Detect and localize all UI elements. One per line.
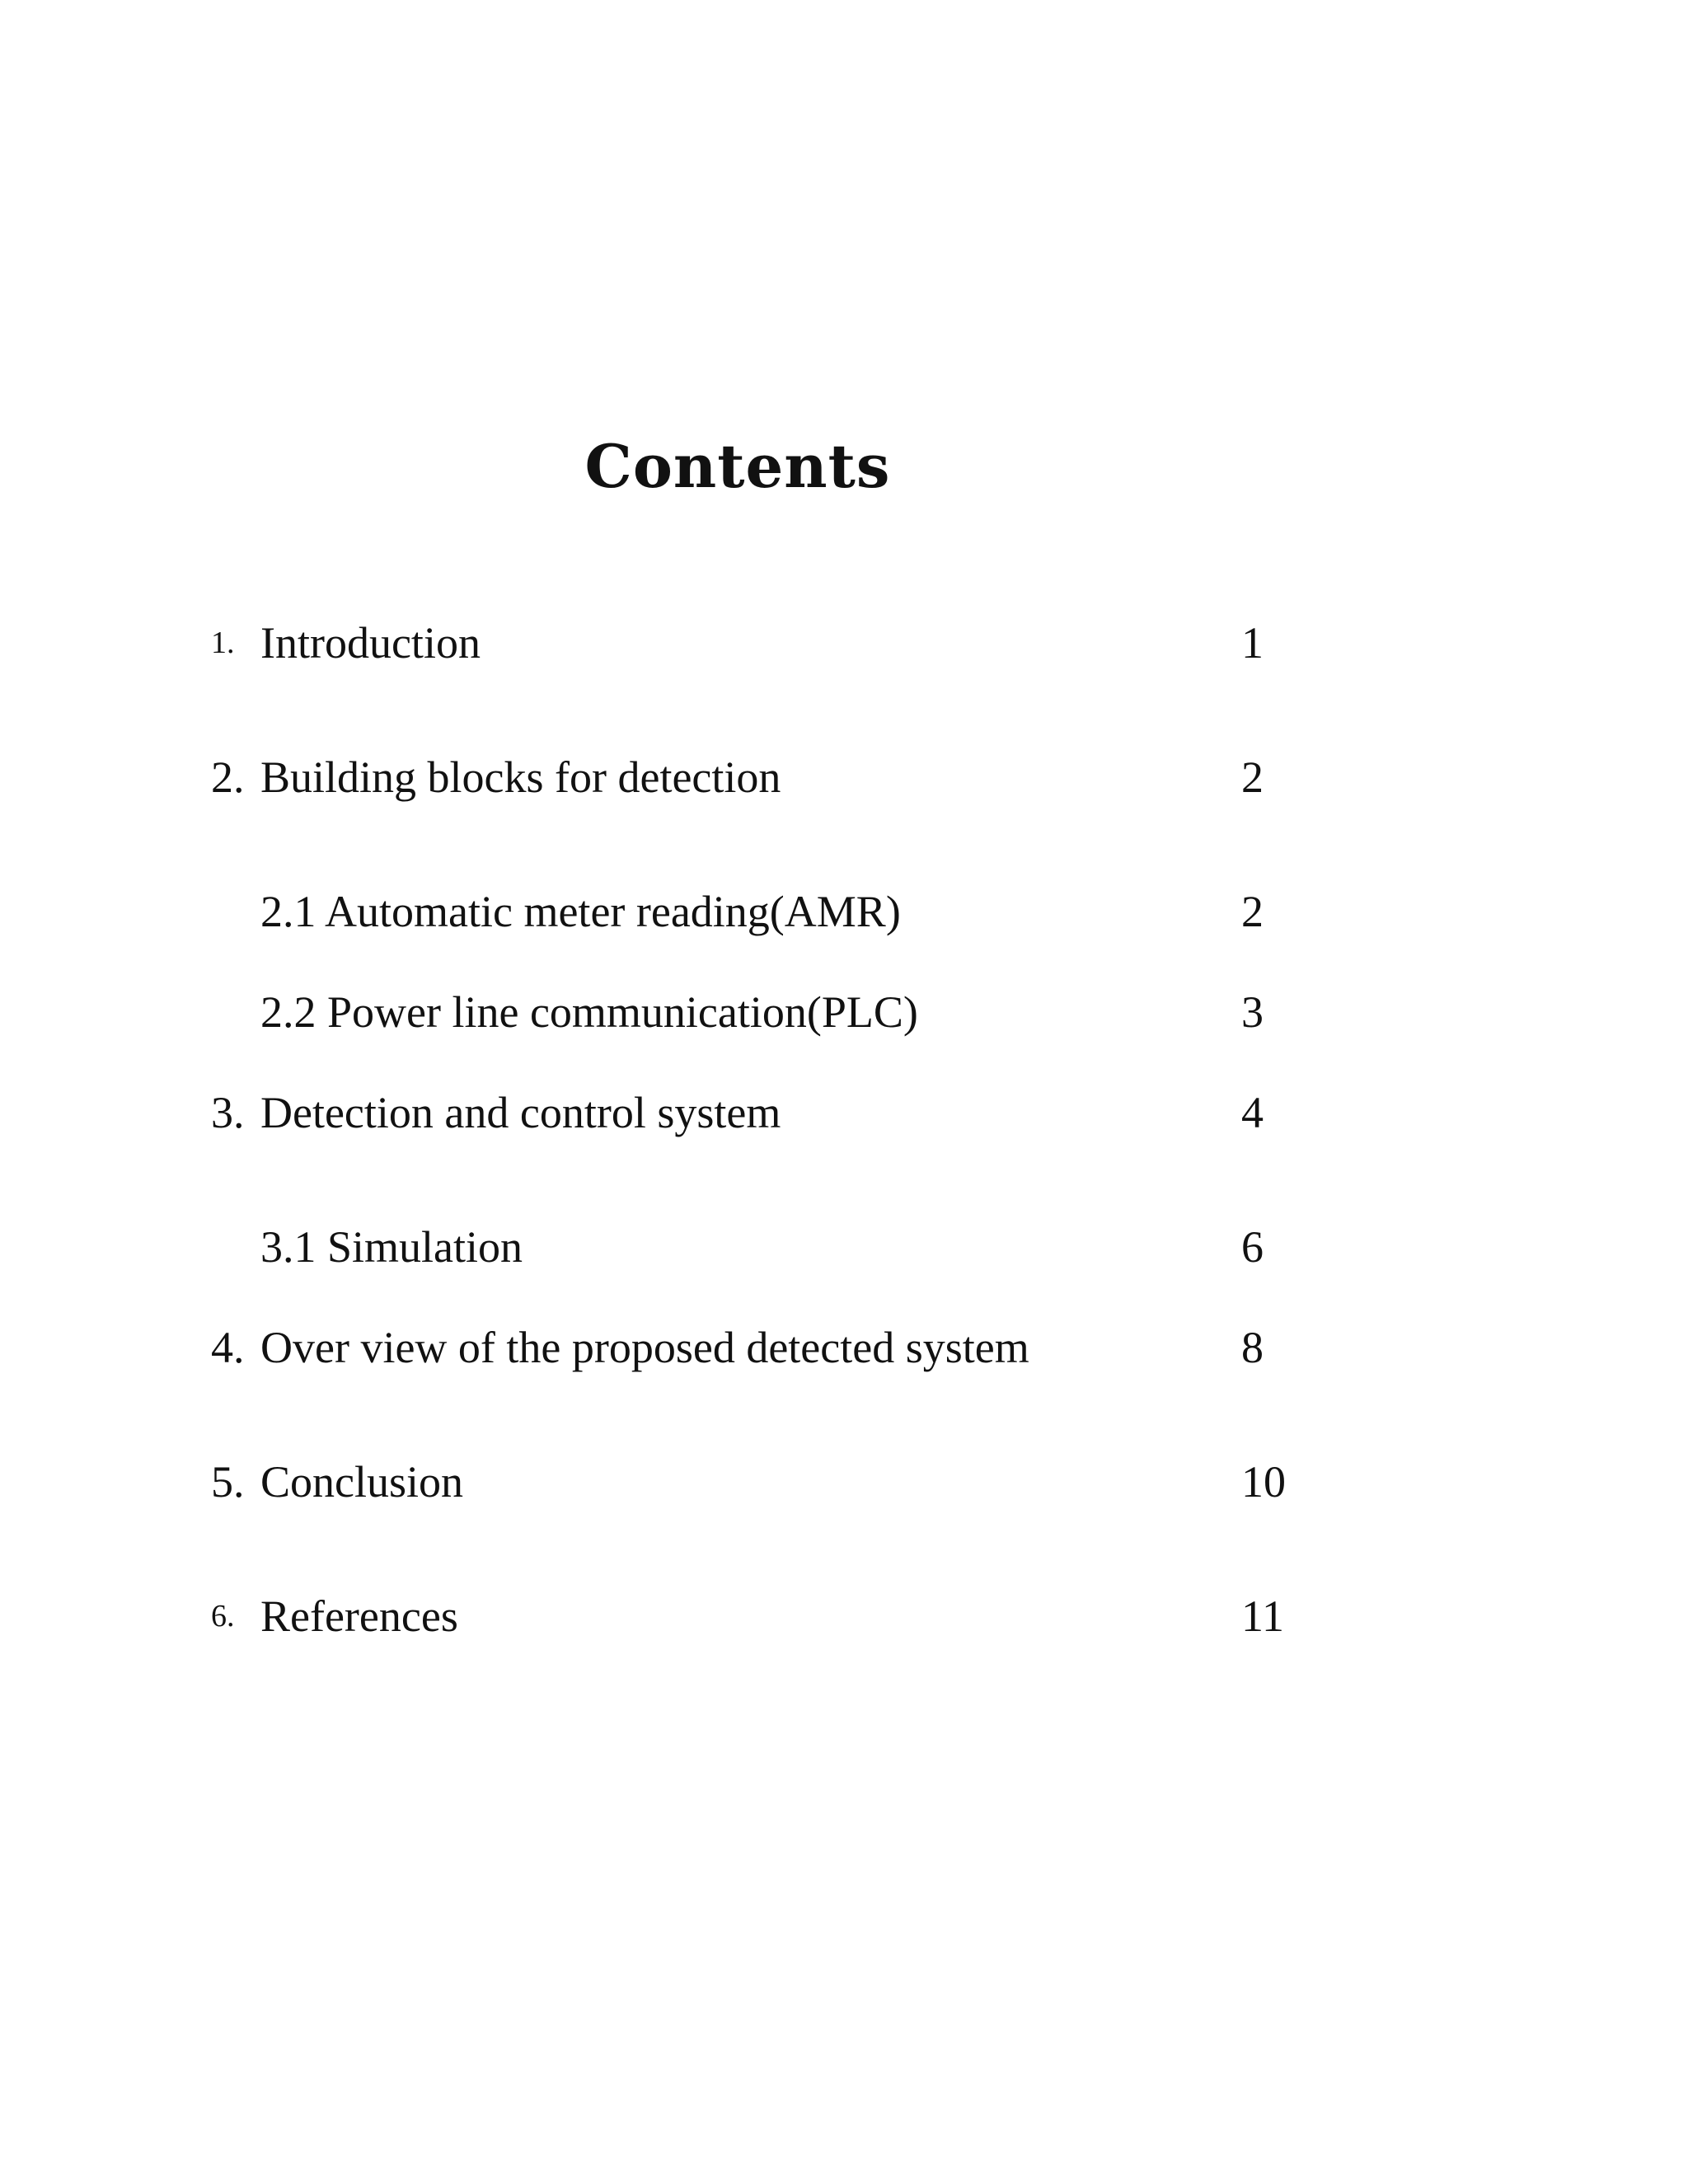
toc-entry-page: 10 — [1241, 1457, 1286, 1507]
toc-entry — [0, 1583, 1688, 1649]
toc-entry-page: 8 — [1241, 1323, 1264, 1372]
toc-subentry — [0, 979, 1688, 1045]
toc-entry-number: 6. — [211, 1599, 235, 1633]
toc-entry — [0, 610, 1688, 676]
toc-subentry — [0, 1214, 1688, 1280]
toc-entry-number: 1. — [211, 626, 235, 660]
toc-entry-number: 2. — [211, 752, 245, 802]
toc-subentry — [0, 879, 1688, 944]
toc-entry-label: 2.2 Power line communication(PLC) — [260, 987, 918, 1037]
toc-entry-label: References — [260, 1591, 458, 1641]
toc-entry-page: 3 — [1241, 987, 1264, 1037]
toc-entry-label: Building blocks for detection — [260, 752, 781, 802]
toc-entry-label: 2.1 Automatic meter reading(AMR) — [260, 887, 901, 936]
toc-entry-number: 5. — [211, 1457, 245, 1507]
toc-entry — [0, 1080, 1688, 1146]
toc-entry-number: 3. — [211, 1088, 245, 1137]
toc-entry-label: Over view of the proposed detected system — [260, 1323, 1029, 1372]
toc-entry-label: 3.1 Simulation — [260, 1222, 523, 1272]
toc-entry — [0, 744, 1688, 810]
toc-entry-label: Detection and control system — [260, 1088, 781, 1137]
toc-entry-label: Introduction — [260, 618, 481, 668]
toc-entry — [0, 1315, 1688, 1380]
toc-entry-page: 11 — [1241, 1591, 1284, 1641]
toc-entry-page: 2 — [1241, 752, 1264, 802]
page-title: Contents — [584, 431, 891, 501]
toc-entry-page: 4 — [1241, 1088, 1264, 1137]
toc-entry-page: 2 — [1241, 887, 1264, 936]
toc-entry-page: 6 — [1241, 1222, 1264, 1272]
toc-entry-label: Conclusion — [260, 1457, 464, 1507]
toc-entry-page: 1 — [1241, 618, 1264, 668]
toc-entry — [0, 1449, 1688, 1515]
toc-entry-number: 4. — [211, 1323, 245, 1372]
